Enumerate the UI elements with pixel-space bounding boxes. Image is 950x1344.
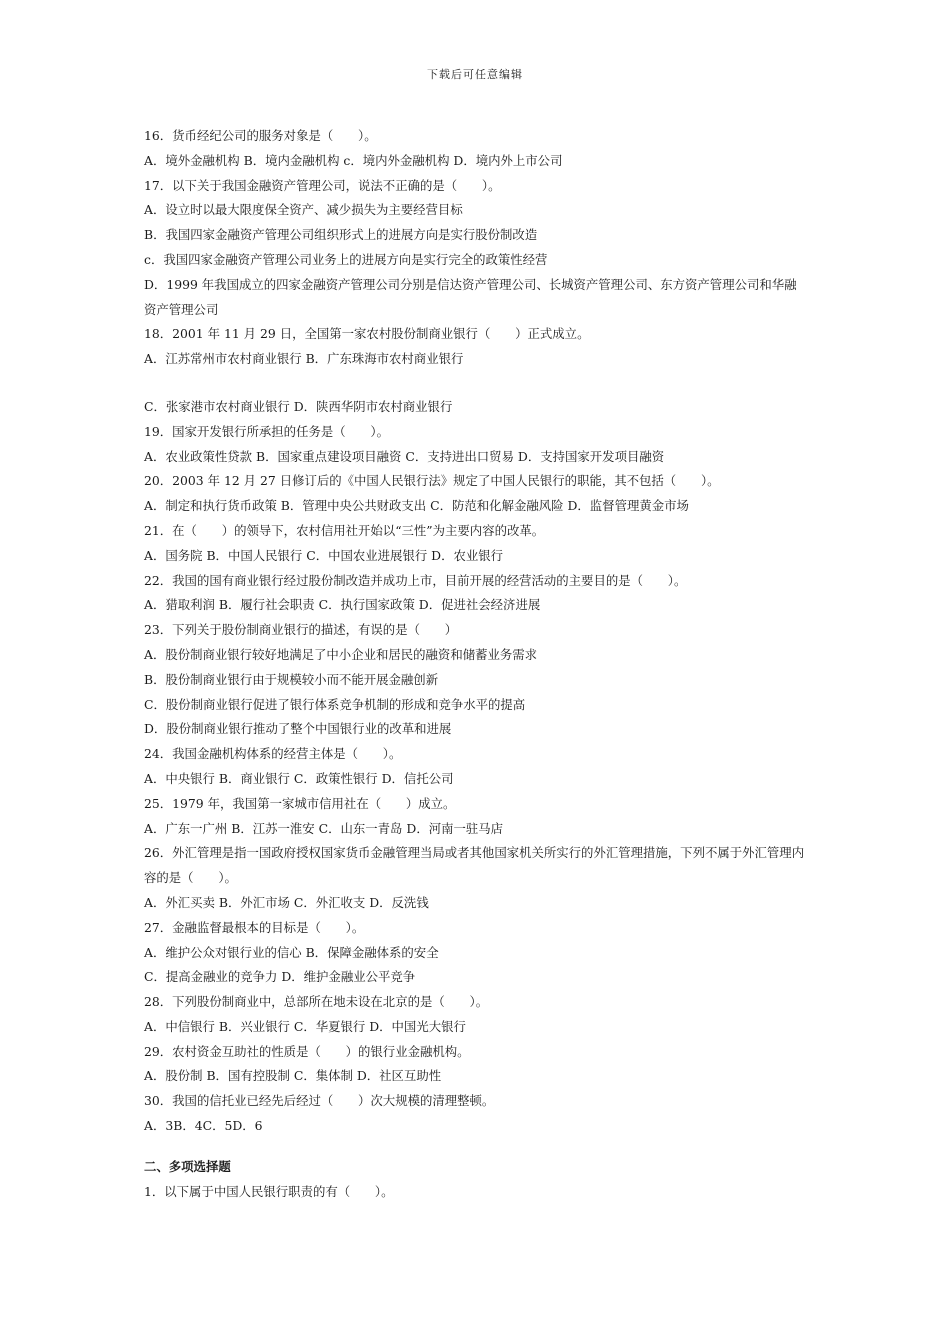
question-23: 23．下列关于股份制商业银行的描述，有误的是（ ） bbox=[144, 622, 458, 638]
question-26-options: A．外汇买卖 B．外汇市场 C．外汇收支 D．反洗钱 bbox=[144, 894, 429, 910]
question-30: 30．我国的信托业已经先后经过（ ）次大规模的清理整顿。 bbox=[144, 1093, 495, 1109]
question-23-option-d: D．股份制商业银行推动了整个中国银行业的改革和进展 bbox=[144, 721, 452, 737]
question-23-option-b: B．股份制商业银行由于规模较小而不能开展金融创新 bbox=[144, 671, 439, 687]
question-27-options-ab: A．维护公众对银行业的信心 B．保障金融体系的安全 bbox=[144, 944, 439, 960]
question-16-options: A．境外金融机构 B．境内金融机构 c．境内外金融机构 D．境内外上市公司 bbox=[144, 152, 563, 168]
question-20: 20．2003 年 12 月 27 日修订后的《中国人民银行法》规定了中国人民银行的职能，其不包括（ ）。 bbox=[144, 473, 720, 489]
question-18-options-ab: A．江苏常州市农村商业银行 B．广东珠海市农村商业银行 bbox=[144, 351, 464, 367]
question-26: 26．外汇管理是指一国政府授权国家货币金融管理当局或者其他国家机关所实行的外汇管理措施，下列不属于外汇管理内容的是（ ）。 bbox=[144, 845, 805, 886]
blank-gap bbox=[144, 372, 808, 395]
question-18: 18．2001 年 11 月 29 日，全国第一家农村股份制商业银行（ ）正式成立。 bbox=[144, 326, 590, 342]
question-17-option-c: c．我国四家金融资产管理公司业务上的进展方向是实行完全的政策性经营 bbox=[144, 251, 548, 267]
question-19-options: A．农业政策性贷款 B．国家重点建设项目融资 C．支持进出口贸易 D．支持国家开发项目融资 bbox=[144, 448, 665, 464]
document-body bbox=[144, 124, 808, 1204]
section-title-multiple-choice: 二、多项选择题 bbox=[144, 1158, 231, 1174]
question-27-options-cd: C．提高金融业的竞争力 D．维护金融业公平竞争 bbox=[144, 969, 416, 985]
question-16: 16．货币经纪公司的服务对象是（ ）。 bbox=[144, 128, 377, 143]
question-30-options: A．3B．4C．5D．6 bbox=[144, 1118, 263, 1134]
multi-question-1: 1．以下属于中国人民银行职责的有（ ）。 bbox=[144, 1183, 394, 1199]
question-21: 21．在（ ）的领导下，农村信用社开始以“三性”为主要内容的改革。 bbox=[144, 522, 545, 538]
question-17-option-a: A．设立时以最大限度保全资产、减少损失为主要经营目标 bbox=[144, 202, 463, 218]
question-19: 19．国家开发银行所承担的任务是（ ）。 bbox=[144, 423, 389, 439]
blank-gap bbox=[144, 1139, 808, 1155]
question-29-options: A．股份制 B．国有控股制 C．集体制 D．社区互助性 bbox=[144, 1068, 442, 1084]
question-28: 28．下列股份制商业中，总部所在地未设在北京的是（ ）。 bbox=[144, 994, 489, 1010]
question-17: 17．以下关于我国金融资产管理公司，说法不正确的是（ ）。 bbox=[144, 177, 501, 193]
question-21-options: A．国务院 B．中国人民银行 C．中国农业进展银行 D．农业银行 bbox=[144, 547, 504, 563]
question-23-option-a: A．股份制商业银行较好地满足了中小企业和居民的融资和储蓄业务需求 bbox=[144, 646, 538, 662]
question-25: 25．1979 年，我国第一家城市信用社在（ ）成立。 bbox=[144, 795, 456, 811]
question-17-option-d: D．1999 年我国成立的四家金融资产管理公司分别是信达资产管理公司、长城资产管理公司、东方资产管理公司和华融资产管理公司 bbox=[144, 276, 797, 317]
question-25-options: A．广东一广州 B．江苏一淮安 C．山东一青岛 D．河南一驻马店 bbox=[144, 820, 504, 836]
question-18-options-cd: C．张家港市农村商业银行 D．陕西华阴市农村商业银行 bbox=[144, 398, 453, 414]
question-29: 29．农村资金互助社的性质是（ ）的银行业金融机构。 bbox=[144, 1043, 470, 1059]
question-20-options: A．制定和执行货币政策 B．管理中央公共财政支出 C．防范和化解金融风险 D．监督管理黄金市场 bbox=[144, 498, 689, 514]
question-24-options: A．中央银行 B．商业银行 C．政策性银行 D．信托公司 bbox=[144, 770, 454, 786]
question-24: 24．我国金融机构体系的经营主体是（ ）。 bbox=[144, 746, 402, 762]
question-22-options: A．猎取利润 B．履行社会职责 C．执行国家政策 D．促进社会经济进展 bbox=[144, 597, 541, 613]
question-23-option-c: C．股份制商业银行促进了银行体系竞争机制的形成和竞争水平的提高 bbox=[144, 696, 526, 712]
question-22: 22．我国的国有商业银行经过股份制改造并成功上市，目前开展的经营活动的主要目的是（ ）。 bbox=[144, 572, 687, 588]
question-17-option-b: B．我国四家金融资产管理公司组织形式上的进展方向是实行股份制改造 bbox=[144, 227, 538, 243]
question-28-options: A．中信银行 B．兴业银行 C．华夏银行 D．中国光大银行 bbox=[144, 1018, 466, 1034]
page-header: 下载后可任意编辑 bbox=[427, 68, 523, 81]
question-27: 27．金融监督最根本的目标是（ ）。 bbox=[144, 919, 365, 935]
